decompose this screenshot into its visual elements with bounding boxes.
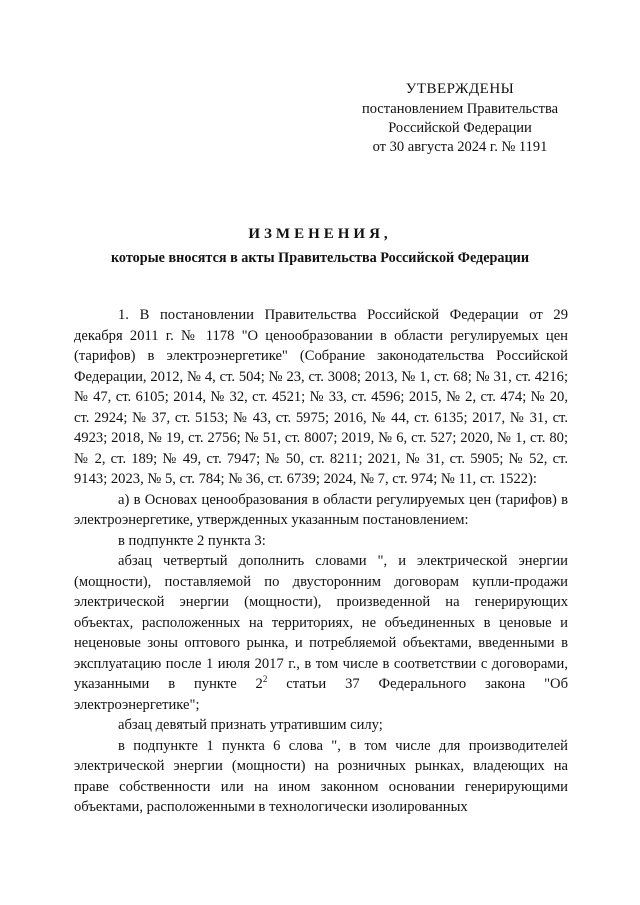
approval-line-2: Российской Федерации bbox=[388, 120, 532, 136]
document-subtitle: которые вносятся в акты Правительства Российской Федерации bbox=[110, 250, 530, 266]
approval-line-1: постановлением Правительства bbox=[361, 101, 559, 117]
paragraph-4-tail: статьи 37 Федерального закона "Об электроэнергетике"; bbox=[74, 676, 568, 713]
paragraph-4 bbox=[74, 551, 568, 715]
paragraph-6: в подпункте 1 пункта 6 слова ", в том числе для производителей электрической энергии (мощности) на розничных рынках, владеющих на праве собственности или на ином законном основании генерирующими объектами, расположенными в технологически изолированных bbox=[74, 737, 568, 815]
approval-heading: УТВЕРЖДЕНЫ bbox=[405, 81, 515, 97]
approval-line-3: от 30 августа 2024 г. № 1191 bbox=[372, 139, 548, 155]
paragraph-4-superscript: 2 bbox=[262, 674, 268, 684]
document-title: ИЗМЕНЕНИЯ, bbox=[248, 226, 392, 242]
paragraph-2: а) в Основах ценообразования в области регулируемых цен (тарифов) в электроэнергетике, утвержденных указанным постановлением: bbox=[74, 491, 568, 528]
document-body bbox=[74, 305, 568, 818]
paragraph-4-main: абзац четвертый дополнить словами ", и электрической энергии (мощности), поставляемой по двусторонним договорам купли-продажи электрической энергии (мощности), произведенной на генерирующих объектах, расположенных на территориях, не объединенных в ценовые и неценовые зоны оптового рынка, и потребляемой объектами, введенными в эксплуатацию после 1 июля 2017 г., в том числе в соответствии с договорами, указанными в пункте 2 bbox=[74, 553, 568, 692]
paragraph-5: абзац девятый признать утратившим силу; bbox=[118, 717, 383, 733]
approval-block bbox=[340, 80, 580, 157]
paragraph-1: 1. В постановлении Правительства Российской Федерации от 29 декабря 2011 г. № 1178 "О ценообразовании в области регулируемых цен (тарифов) в электроэнергетике" (Собрание законодательства Российской Федерации, 2012, № 4, ст. 504; № 23, ст. 3008; 2013, № 1, ст. 68; № 31, ст. 4216; № 47, ст. 6105; 2014, № 32, ст. 4521; № 33, ст. 4596; 2015, № 2, ст. 474; № 20, ст. 2924; № 37, ст. 5153; № 43, ст. 5975; 2016, № 44, ст. 6135; 2017, № 31, ст. 4923; 2018, № 19, ст. 2756; № 51, ст. 8007; 2019, № 6, ст. 527; 2020, № 1, ст. 80; № 2, ст. 189; № 49, ст. 7947; № 50, ст. 8211; 2021, № 31, ст. 5905; № 52, ст. 9143; 2023, № 5, ст. 784; № 36, ст. 6739; 2024, № 7, ст. 974; № 11, ст. 1522): bbox=[74, 307, 568, 487]
paragraph-3: в подпункте 2 пункта 3: bbox=[118, 532, 266, 549]
